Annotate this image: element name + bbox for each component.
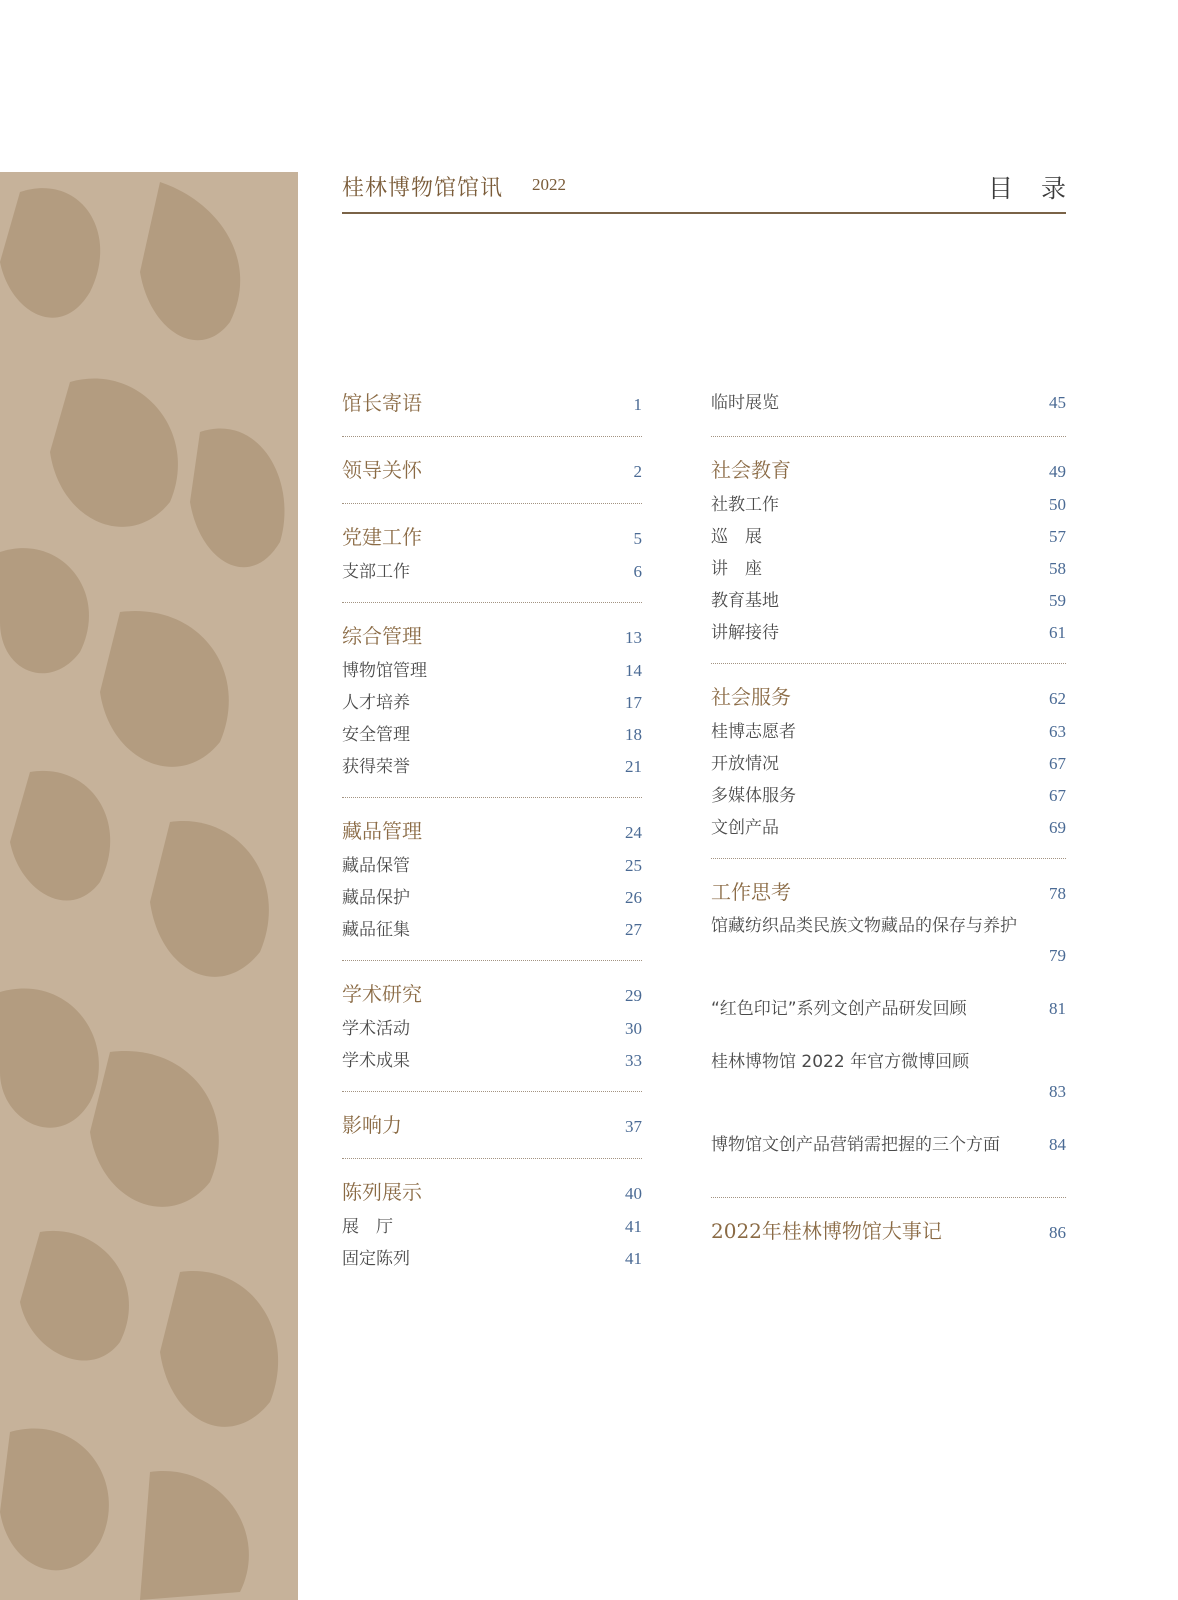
toc-page-number: 49 bbox=[1049, 462, 1066, 481]
toc-page-number: 41 bbox=[625, 1249, 642, 1268]
toc-entry[interactable] bbox=[711, 812, 1066, 844]
toc-page-number: 5 bbox=[633, 529, 642, 548]
toc-page-number: 30 bbox=[625, 1019, 642, 1038]
toc-page-number: 69 bbox=[1049, 818, 1066, 837]
toc-entry-label: 藏品保管 bbox=[342, 856, 410, 876]
toc-section bbox=[342, 453, 642, 504]
toc-page-number: 45 bbox=[1049, 393, 1066, 412]
toc-section-heading[interactable] bbox=[342, 520, 642, 554]
toc-entry-label: 多媒体服务 bbox=[711, 786, 796, 806]
toc-section-heading[interactable] bbox=[342, 619, 642, 653]
toc-page-number: 59 bbox=[1049, 591, 1066, 610]
toc-section-temp-exhibit bbox=[711, 386, 1066, 437]
toc-section bbox=[342, 977, 642, 1092]
toc-page-number: 17 bbox=[625, 693, 642, 712]
toc-entry-label: 开放情况 bbox=[711, 754, 779, 774]
toc-page-number: 2 bbox=[633, 462, 642, 481]
toc-entry[interactable] bbox=[342, 1243, 642, 1275]
toc-entry-label: 人才培养 bbox=[342, 693, 410, 713]
toc-section-title: 陈列展示 bbox=[342, 1180, 422, 1204]
toc-section-title: 综合管理 bbox=[342, 624, 422, 648]
toc-section-heading[interactable] bbox=[342, 814, 642, 848]
toc-entry bbox=[711, 1129, 1066, 1161]
toc-section-heading[interactable] bbox=[342, 977, 642, 1011]
toc-page-number: 26 bbox=[625, 888, 642, 907]
toc-page-number: 62 bbox=[1049, 689, 1066, 708]
toc-page-number: 84 bbox=[1049, 1135, 1066, 1154]
toc-entry[interactable] bbox=[711, 585, 1066, 617]
toc-section-title: 领导关怀 bbox=[342, 458, 422, 482]
toc-entry-label: 桂博志愿者 bbox=[711, 722, 796, 742]
toc-section-heading[interactable] bbox=[711, 875, 1066, 909]
toc-page-number: 13 bbox=[625, 628, 642, 647]
decorative-pattern-band bbox=[0, 172, 298, 1600]
toc-page-number: 63 bbox=[1049, 722, 1066, 741]
toc-entry[interactable] bbox=[711, 617, 1066, 649]
toc-page-number: 40 bbox=[625, 1184, 642, 1203]
damask-pattern-image bbox=[0, 172, 298, 1600]
toc-entry-label: 巡 展 bbox=[711, 527, 762, 547]
toc-page-number: 21 bbox=[625, 757, 642, 776]
toc-page-number: 58 bbox=[1049, 559, 1066, 578]
toc-section-title: 社会服务 bbox=[711, 685, 791, 709]
toc-entry[interactable] bbox=[342, 655, 642, 687]
toc-right-column bbox=[711, 386, 1066, 1280]
toc-page-number: 67 bbox=[1049, 786, 1066, 805]
toc-entry-label: “红色印记”系列文创产品研发回顾 bbox=[711, 999, 967, 1019]
toc-entry-label: 藏品保护 bbox=[342, 888, 410, 908]
toc-section-title: 藏品管理 bbox=[342, 819, 422, 843]
toc-article-entry[interactable] bbox=[711, 911, 1066, 971]
toc-page-number: 41 bbox=[625, 1217, 642, 1236]
toc-section-title: 党建工作 bbox=[342, 525, 422, 549]
toc-entry-label: 藏品征集 bbox=[342, 920, 410, 940]
toc-page-number: 81 bbox=[1049, 999, 1066, 1018]
toc-entry-label: 展 厅 bbox=[342, 1217, 393, 1237]
toc-section-heading[interactable] bbox=[711, 680, 1066, 714]
toc-entry[interactable] bbox=[342, 751, 642, 783]
toc-page-number: 25 bbox=[625, 856, 642, 875]
toc-entry-label: 学术成果 bbox=[342, 1051, 410, 1071]
publication-year: 2022 bbox=[532, 175, 566, 194]
toc-section-title: 影响力 bbox=[342, 1113, 402, 1137]
toc-entry[interactable] bbox=[342, 556, 642, 588]
toc-page-number: 67 bbox=[1049, 754, 1066, 773]
toc-entry[interactable] bbox=[711, 386, 1066, 420]
toc-entry-label: 教育基地 bbox=[711, 591, 779, 611]
toc-entry[interactable] bbox=[342, 1045, 642, 1077]
toc-entry[interactable] bbox=[342, 850, 642, 882]
toc-entry-label: 安全管理 bbox=[342, 725, 410, 745]
toc-section-heading[interactable] bbox=[342, 1175, 642, 1209]
toc-section bbox=[342, 619, 642, 798]
toc-section-heading[interactable] bbox=[342, 1108, 642, 1142]
toc-entry-label: 临时展览 bbox=[711, 393, 779, 413]
toc-page-number: 1 bbox=[633, 395, 642, 414]
toc-section bbox=[342, 814, 642, 961]
toc-page-number: 83 bbox=[1049, 1082, 1066, 1101]
page-header bbox=[342, 166, 1094, 214]
toc-section-heading[interactable] bbox=[711, 453, 1066, 487]
toc-section-heading[interactable] bbox=[711, 1214, 1066, 1248]
toc-page-number: 37 bbox=[625, 1117, 642, 1136]
toc-section-title: 社会教育 bbox=[711, 458, 791, 482]
toc-page-line bbox=[711, 941, 1066, 971]
toc-page-number: 61 bbox=[1049, 623, 1066, 642]
toc-entry[interactable] bbox=[342, 914, 642, 946]
toc-article-entry[interactable] bbox=[711, 993, 1066, 1025]
toc-section-title: 2022年桂林博物馆大事记 bbox=[711, 1219, 942, 1243]
toc-entry-label: 博物馆管理 bbox=[342, 661, 427, 681]
toc-section bbox=[342, 386, 642, 437]
toc-entry[interactable] bbox=[711, 521, 1066, 553]
toc-page-number: 50 bbox=[1049, 495, 1066, 514]
toc-entry bbox=[711, 993, 1066, 1025]
toc-entry-label: 固定陈列 bbox=[342, 1249, 410, 1269]
toc-title: 目录 bbox=[987, 174, 1094, 203]
toc-entry-label: 获得荣誉 bbox=[342, 757, 410, 777]
publication-title: 桂林博物馆馆讯 bbox=[342, 176, 504, 201]
toc-entry[interactable] bbox=[342, 882, 642, 914]
toc-entry[interactable] bbox=[342, 687, 642, 719]
toc-page-number: 78 bbox=[1049, 884, 1066, 903]
toc-page-line bbox=[711, 1077, 1066, 1107]
toc-entry[interactable] bbox=[342, 1211, 642, 1243]
toc-section-thinking bbox=[711, 875, 1066, 1198]
toc-section bbox=[342, 1175, 642, 1289]
toc-article-entry[interactable] bbox=[711, 1129, 1066, 1161]
toc-entry[interactable] bbox=[711, 748, 1066, 780]
toc-section-events bbox=[711, 1214, 1066, 1264]
toc-page-number: 6 bbox=[633, 562, 642, 581]
toc-page-number: 79 bbox=[1049, 946, 1066, 965]
toc-entry-label: 讲 座 bbox=[711, 559, 762, 579]
toc-entry[interactable] bbox=[711, 780, 1066, 812]
toc-entry[interactable] bbox=[342, 719, 642, 751]
toc-page-number: 29 bbox=[625, 986, 642, 1005]
toc-entry-label: 桂林博物馆 2022 年官方微博回顾 bbox=[711, 1052, 970, 1072]
toc-entry-label: 讲解接待 bbox=[711, 623, 779, 643]
toc-section-title: 工作思考 bbox=[711, 880, 791, 904]
toc-entry[interactable] bbox=[342, 1013, 642, 1045]
toc-entry-label: 文创产品 bbox=[711, 818, 779, 838]
toc-left-column bbox=[342, 386, 642, 1305]
toc-entry-label: 支部工作 bbox=[342, 562, 410, 582]
toc-entry-label: 馆藏纺织品类民族文物藏品的保存与养护 bbox=[711, 916, 1017, 936]
toc-page-number: 24 bbox=[625, 823, 642, 842]
toc-entry-label: 学术活动 bbox=[342, 1019, 410, 1039]
toc-section bbox=[342, 520, 642, 603]
toc-page-number: 33 bbox=[625, 1051, 642, 1070]
toc-section bbox=[711, 453, 1066, 664]
toc-page-number: 27 bbox=[625, 920, 642, 939]
toc-page-number: 18 bbox=[625, 725, 642, 744]
toc-entry[interactable] bbox=[711, 716, 1066, 748]
toc-page-number: 14 bbox=[625, 661, 642, 680]
toc-entry-label: 社教工作 bbox=[711, 495, 779, 515]
toc-page-number: 86 bbox=[1049, 1223, 1066, 1242]
toc-section-heading[interactable] bbox=[342, 453, 642, 487]
toc-section-title: 学术研究 bbox=[342, 982, 422, 1006]
toc-page-number: 57 bbox=[1049, 527, 1066, 546]
toc-section bbox=[711, 680, 1066, 859]
toc-article-entry[interactable] bbox=[711, 1047, 1066, 1107]
toc-section bbox=[342, 1108, 642, 1159]
toc-section-title: 馆长寄语 bbox=[342, 391, 422, 415]
toc-entry[interactable] bbox=[711, 553, 1066, 585]
toc-section-heading[interactable] bbox=[342, 386, 642, 420]
toc-entry[interactable] bbox=[711, 489, 1066, 521]
toc-entry-label: 博物馆文创产品营销需把握的三个方面 bbox=[711, 1135, 1000, 1155]
